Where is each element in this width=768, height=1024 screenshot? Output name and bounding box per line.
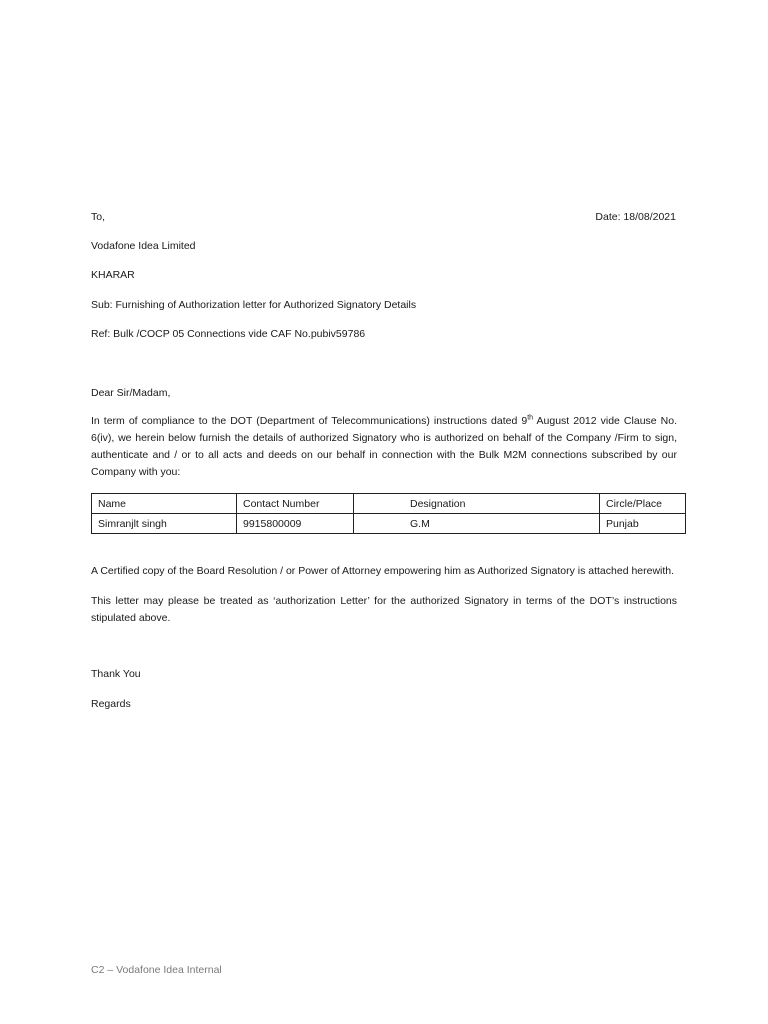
cell-circle-place: Punjab [600, 514, 686, 534]
to-line: To, [91, 211, 106, 223]
classification-footer: C2 – Vodafone Idea Internal [91, 964, 222, 976]
body-text-part1: In term of compliance to the DOT (Department of Telecommunications) instructions dated 9 [91, 415, 528, 427]
cell-designation: G.M [354, 514, 600, 534]
letter-date: Date: 18/08/2021 [595, 211, 676, 223]
subject-line: Sub: Furnishing of Authorization letter for Authorized Signatory Details [91, 299, 417, 311]
body-paragraph-compliance [91, 413, 677, 481]
recipient-city: KHARAR [91, 269, 135, 281]
ordinal-superscript: th [527, 414, 534, 422]
table-row [92, 514, 686, 534]
body-paragraph-certified-copy: A Certified copy of the Board Resolution / or Power of Attorney empowering him as Authorized Signatory is attached herewith. [91, 565, 675, 577]
closing-thank-you: Thank You [91, 668, 141, 680]
body-paragraph-authorization: This letter may please be treated as ‘authorization Letter’ for the authorized Signatory in terms of the DOT’s instructions stipulated above. [91, 595, 677, 624]
body-text-part2: August 2012 vide Clause No. 6(iv), we herein below furnish the details of authorized Signatory who is authorized on behalf of the Company /Firm to sign, authenticate and / or to all acts and deeds on our behalf in connection with the Bulk M2M connections subscribed by our Company with you: [91, 415, 677, 478]
header-name: Name [92, 494, 237, 514]
signatory-table [91, 493, 686, 534]
reference-line: Ref: Bulk /COCP 05 Connections vide CAF No.pubiv59786 [91, 328, 366, 340]
header-contact-number: Contact Number [237, 494, 354, 514]
cell-name: Simranjlt singh [92, 514, 237, 534]
recipient-name: Vodafone Idea Limited [91, 240, 196, 252]
salutation: Dear Sir/Madam, [91, 387, 171, 399]
header-designation: Designation [354, 494, 600, 514]
closing-regards: Regards [91, 698, 131, 710]
cell-contact-number: 9915800009 [237, 514, 354, 534]
header-circle-place: Circle/Place [600, 494, 686, 514]
table-header-row [92, 494, 686, 514]
